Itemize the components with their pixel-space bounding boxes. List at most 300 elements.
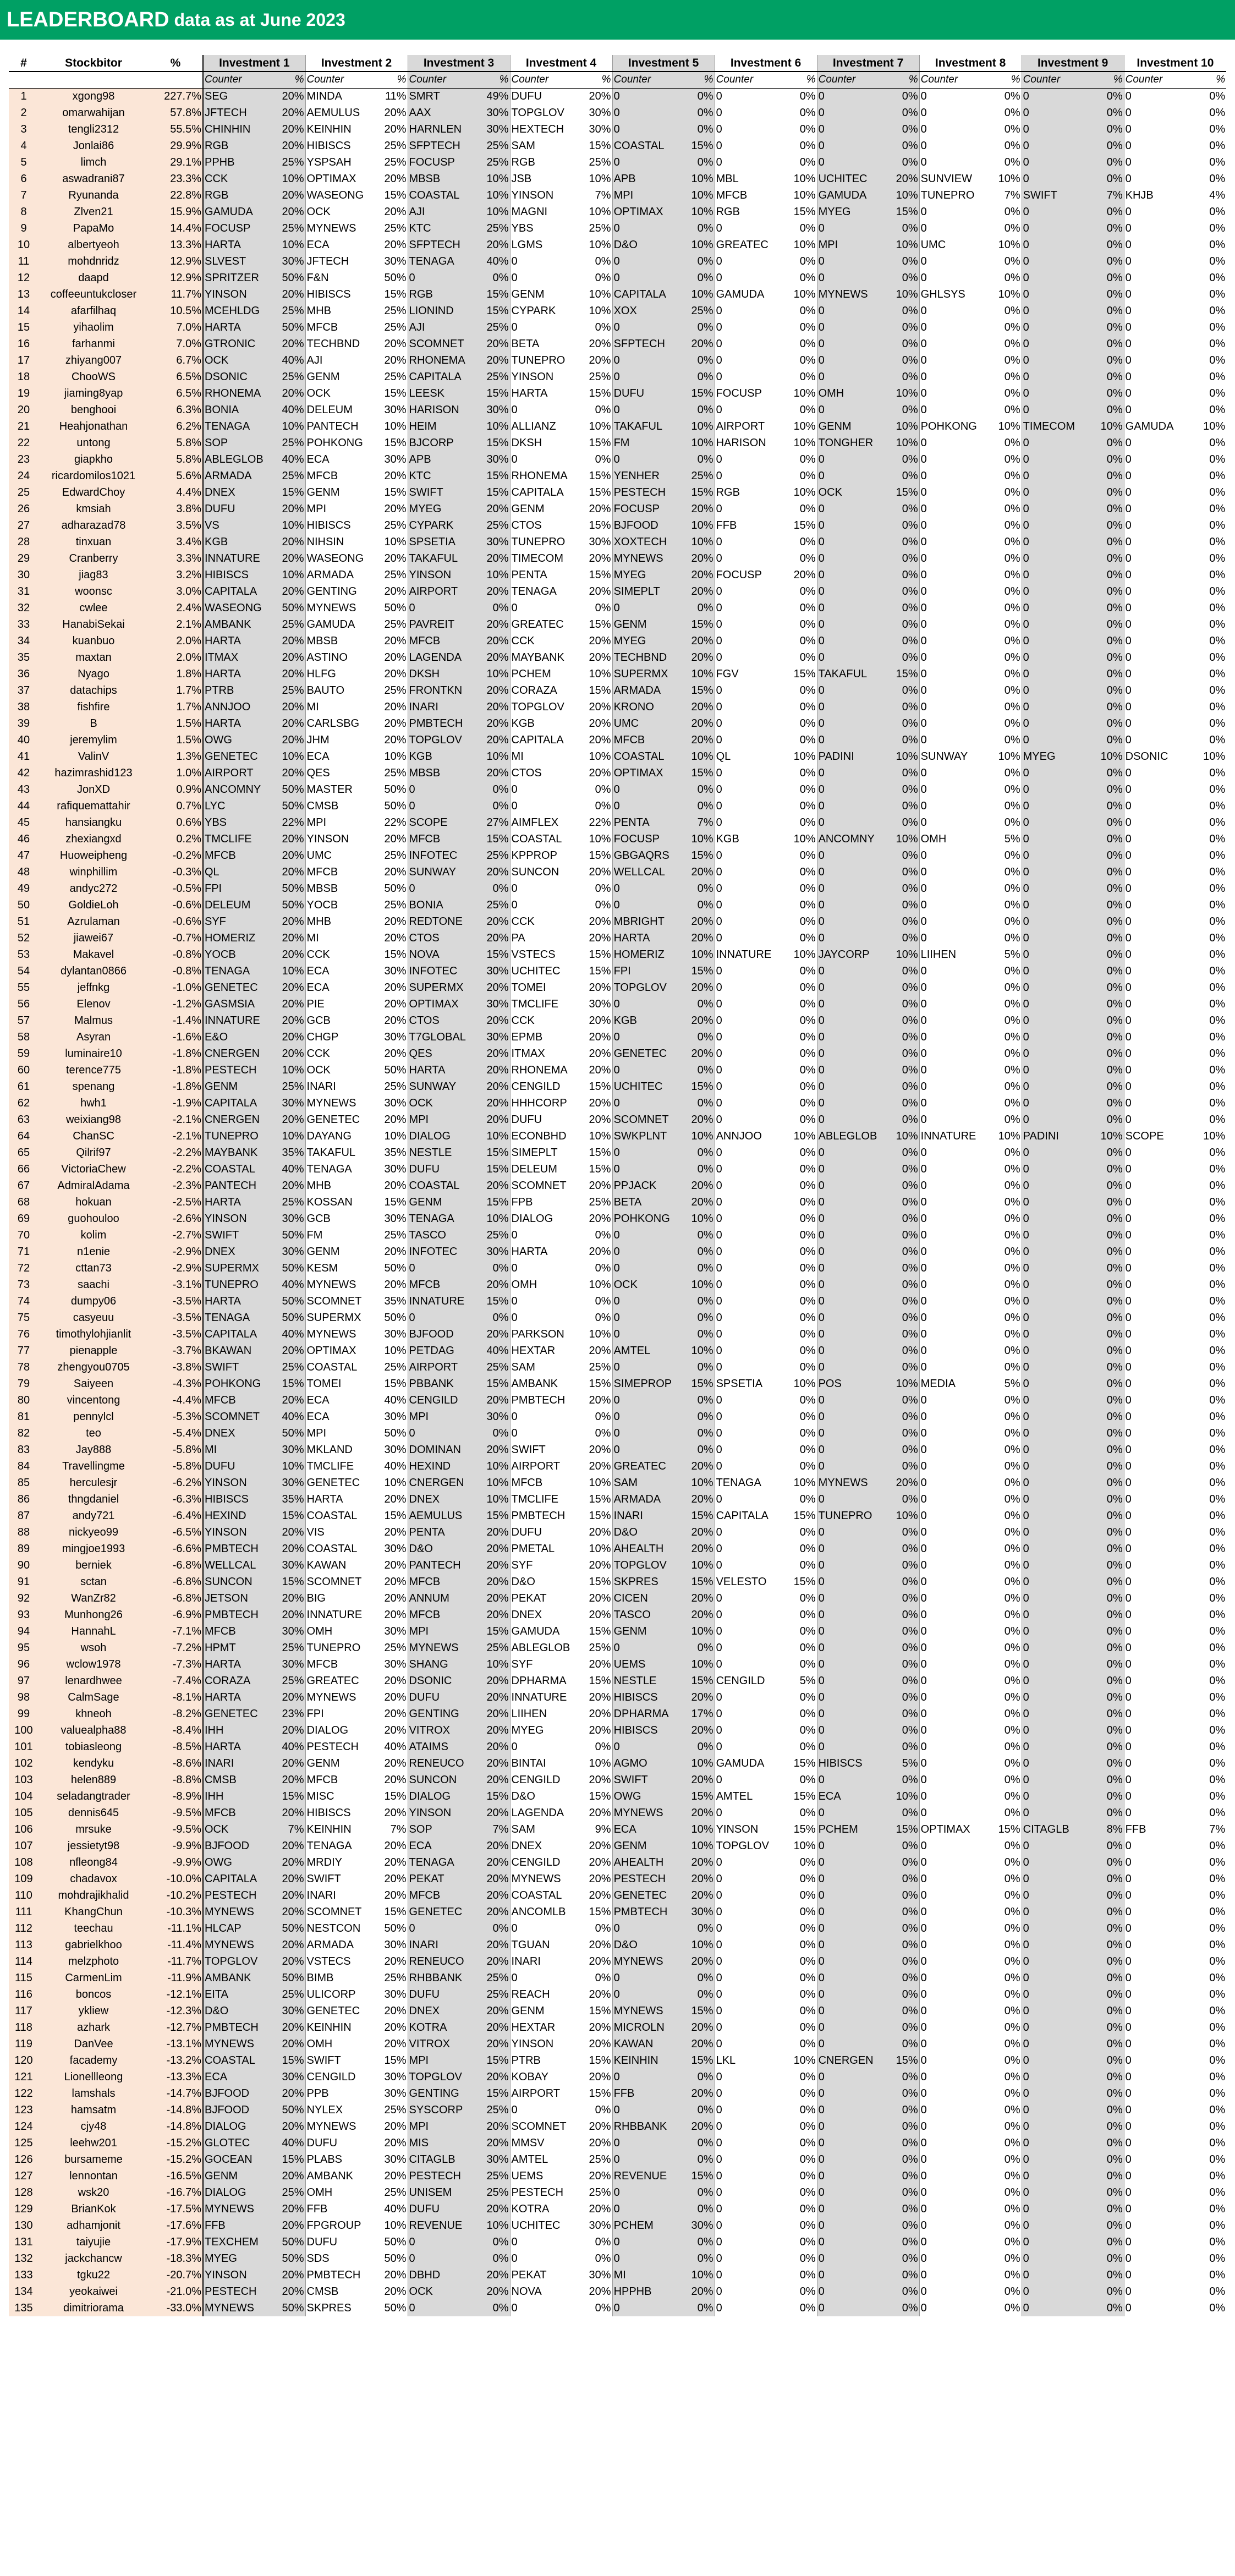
- counter-cell: 0: [1022, 1078, 1089, 1095]
- stockbitor-cell: benghooi: [39, 402, 149, 418]
- alloc-cell: 0%: [884, 2283, 919, 2300]
- counter-cell: 0: [1124, 1177, 1191, 1194]
- counter-cell: DNEX: [203, 1243, 270, 1260]
- alloc-cell: 30%: [270, 1095, 305, 1111]
- counter-cell: F&N: [305, 270, 372, 286]
- alloc-cell: 10%: [475, 204, 510, 220]
- alloc-cell: 0%: [1191, 550, 1226, 567]
- counter-cell: ECA: [817, 1788, 884, 1805]
- alloc-cell: 15%: [372, 385, 408, 402]
- alloc-cell: 0%: [1089, 2250, 1124, 2267]
- counter-cell: GENETEC: [203, 748, 270, 765]
- alloc-cell: 20%: [270, 930, 305, 946]
- alloc-cell: 0%: [884, 1442, 919, 1458]
- alloc-cell: 20%: [475, 715, 510, 732]
- rank-cell: 46: [9, 831, 39, 847]
- counter-cell: GAMUDA: [1124, 418, 1191, 435]
- alloc-cell: 0%: [782, 1425, 817, 1442]
- counter-cell: 0: [919, 2135, 986, 2151]
- counter-cell: 0: [919, 1805, 986, 1821]
- counter-cell: 0: [1124, 1442, 1191, 1458]
- counter-cell: 0: [612, 88, 679, 105]
- alloc-cell: 20%: [270, 831, 305, 847]
- alloc-cell: 0%: [986, 2184, 1022, 2201]
- counter-cell: MPI: [408, 1408, 475, 1425]
- alloc-cell: 20%: [372, 501, 408, 517]
- counter-cell: 0: [817, 1177, 884, 1194]
- alloc-cell: 0%: [679, 2201, 715, 2217]
- counter-cell: 0: [919, 699, 986, 715]
- alloc-cell: 20%: [577, 2118, 612, 2135]
- alloc-cell: 0%: [782, 1045, 817, 1062]
- counter-cell: 0: [612, 2069, 679, 2085]
- table-row: [9, 963, 1226, 979]
- alloc-cell: 20%: [475, 864, 510, 880]
- alloc-cell: 20%: [679, 2019, 715, 2036]
- alloc-cell: 20%: [475, 1590, 510, 1607]
- counter-cell: 0: [1022, 517, 1089, 534]
- alloc-cell: 15%: [270, 2052, 305, 2069]
- alloc-cell: 20%: [577, 550, 612, 567]
- alloc-cell: 30%: [475, 121, 510, 138]
- counter-cell: 0: [919, 864, 986, 880]
- alloc-cell: 0%: [1191, 1342, 1226, 1359]
- alloc-cell: 20%: [372, 1755, 408, 1772]
- alloc-cell: 25%: [475, 2184, 510, 2201]
- counter-cell: 0: [1124, 1012, 1191, 1029]
- alloc-cell: 20%: [577, 1838, 612, 1854]
- return-cell: 6.5%: [149, 369, 203, 385]
- alloc-cell: 0%: [1191, 253, 1226, 270]
- alloc-cell: 0%: [679, 2102, 715, 2118]
- counter-cell: ULICORP: [305, 1986, 372, 2003]
- rank-cell: 47: [9, 847, 39, 864]
- alloc-cell: 0%: [986, 2201, 1022, 2217]
- counter-cell: 0: [817, 1607, 884, 1623]
- counter-cell: 0: [817, 2102, 884, 2118]
- counter-cell: COASTAL: [305, 1359, 372, 1375]
- counter-cell: MYNEWS: [305, 600, 372, 616]
- counter-cell: HEXTECH: [510, 121, 577, 138]
- counter-cell: 0: [1124, 1276, 1191, 1293]
- alloc-cell: 0%: [1089, 237, 1124, 253]
- alloc-cell: 0%: [1191, 1607, 1226, 1623]
- alloc-cell: 0%: [1191, 154, 1226, 171]
- counter-cell: AEMULUS: [408, 1508, 475, 1524]
- counter-cell: 0: [1022, 2300, 1089, 2316]
- alloc-cell: 0%: [577, 1293, 612, 1309]
- alloc-cell: 0%: [1191, 319, 1226, 336]
- alloc-cell: 0%: [1089, 1458, 1124, 1475]
- counter-cell: DSONIC: [1124, 748, 1191, 765]
- table-row: [9, 2036, 1226, 2052]
- counter-cell: INNATURE: [305, 1607, 372, 1623]
- alloc-cell: 4%: [1191, 187, 1226, 204]
- alloc-cell: 20%: [372, 633, 408, 649]
- alloc-cell: 10%: [679, 435, 715, 451]
- counter-cell: AJI: [408, 204, 475, 220]
- alloc-cell: 10%: [577, 418, 612, 435]
- counter-cell: MFCB: [408, 633, 475, 649]
- counter-cell: 0: [715, 963, 782, 979]
- alloc-cell: 10%: [577, 1326, 612, 1342]
- alloc-cell: 0%: [986, 1607, 1022, 1623]
- counter-cell: HARTA: [408, 1062, 475, 1078]
- counter-cell: 0: [1124, 1210, 1191, 1227]
- counter-cell: CAPITALA: [510, 732, 577, 748]
- alloc-cell: 25%: [372, 1970, 408, 1986]
- counter-cell: 0: [1124, 352, 1191, 369]
- counter-cell: AMBANK: [510, 1375, 577, 1392]
- return-cell: -1.2%: [149, 996, 203, 1012]
- table-row: [9, 1854, 1226, 1871]
- counter-cell: SPSETIA: [715, 1375, 782, 1392]
- stockbitor-cell: CalmSage: [39, 1689, 149, 1706]
- rank-cell: 29: [9, 550, 39, 567]
- alloc-cell: 0%: [1191, 2234, 1226, 2250]
- alloc-cell: 0%: [986, 732, 1022, 748]
- counter-cell: YOCB: [305, 897, 372, 913]
- counter-cell: 0: [1124, 1260, 1191, 1276]
- counter-cell: OPTIMAX: [305, 1342, 372, 1359]
- alloc-cell: 0%: [1191, 732, 1226, 748]
- alloc-cell: 0%: [782, 1210, 817, 1227]
- counter-cell: 0: [1124, 1623, 1191, 1640]
- stockbitor-cell: n1enie: [39, 1243, 149, 1260]
- alloc-cell: 0%: [986, 105, 1022, 121]
- counter-cell: KGB: [612, 1012, 679, 1029]
- alloc-cell: 20%: [372, 864, 408, 880]
- alloc-cell: 0%: [986, 121, 1022, 138]
- counter-cell: WELLCAL: [203, 1557, 270, 1574]
- alloc-cell: 15%: [679, 1673, 715, 1689]
- alloc-cell: 0%: [1089, 303, 1124, 319]
- counter-cell: 0: [1124, 1590, 1191, 1607]
- return-cell: 55.5%: [149, 121, 203, 138]
- return-cell: 3.3%: [149, 550, 203, 567]
- alloc-cell: 20%: [270, 1887, 305, 1904]
- counter-cell: CNERGEN: [817, 2052, 884, 2069]
- stockbitor-cell: taiyujie: [39, 2234, 149, 2250]
- stockbitor-cell: HanabiSekai: [39, 616, 149, 633]
- counter-cell: UCHITEC: [510, 2217, 577, 2234]
- counter-cell: 0: [817, 517, 884, 534]
- alloc-cell: 0%: [577, 600, 612, 616]
- table-row: [9, 286, 1226, 303]
- counter-cell: MYEG: [408, 501, 475, 517]
- alloc-cell: 0%: [986, 2069, 1022, 2085]
- alloc-cell: 10%: [679, 171, 715, 187]
- counter-cell: 0: [1124, 1838, 1191, 1854]
- alloc-cell: 0%: [884, 1260, 919, 1276]
- counter-cell: 0: [1124, 1161, 1191, 1177]
- counter-cell: 0: [919, 336, 986, 352]
- alloc-cell: 15%: [782, 1821, 817, 1838]
- counter-cell: MFCB: [408, 1607, 475, 1623]
- stockbitor-cell: jiag83: [39, 567, 149, 583]
- alloc-cell: 0%: [1089, 1045, 1124, 1062]
- alloc-cell: 25%: [372, 517, 408, 534]
- alloc-cell: 15%: [270, 1375, 305, 1392]
- alloc-cell: 20%: [270, 1045, 305, 1062]
- alloc-cell: 20%: [475, 2201, 510, 2217]
- counter-cell: DELEUM: [305, 402, 372, 418]
- subheader-counter: Counter: [1124, 72, 1191, 88]
- counter-cell: 0: [1022, 2151, 1089, 2168]
- rank-cell: 41: [9, 748, 39, 765]
- alloc-cell: 20%: [372, 1953, 408, 1970]
- alloc-cell: 0%: [1191, 352, 1226, 369]
- alloc-cell: 0%: [884, 2151, 919, 2168]
- alloc-cell: 5%: [782, 1673, 817, 1689]
- stockbitor-cell: limch: [39, 154, 149, 171]
- counter-cell: MFCB: [305, 468, 372, 484]
- alloc-cell: 20%: [577, 1029, 612, 1045]
- counter-cell: 0: [1022, 1986, 1089, 2003]
- counter-cell: HARTA: [612, 930, 679, 946]
- alloc-cell: 0%: [1089, 1706, 1124, 1722]
- counter-cell: DIALOG: [203, 2184, 270, 2201]
- counter-cell: HIBISCS: [305, 1805, 372, 1821]
- return-cell: -13.2%: [149, 2052, 203, 2069]
- counter-cell: 0: [1124, 1656, 1191, 1673]
- table-row: [9, 765, 1226, 781]
- stockbitor-cell: nfleong84: [39, 1854, 149, 1871]
- return-cell: -2.7%: [149, 1227, 203, 1243]
- counter-cell: 0: [715, 1177, 782, 1194]
- counter-cell: FPB: [510, 1194, 577, 1210]
- counter-cell: 0: [919, 204, 986, 220]
- counter-cell: 0: [1124, 1953, 1191, 1970]
- counter-cell: 0: [1124, 666, 1191, 682]
- counter-cell: 0: [1022, 897, 1089, 913]
- alloc-cell: 25%: [475, 847, 510, 864]
- alloc-cell: 0%: [1089, 1937, 1124, 1953]
- alloc-cell: 0%: [1089, 699, 1124, 715]
- alloc-cell: 0%: [782, 1062, 817, 1078]
- table-row: [9, 2085, 1226, 2102]
- counter-cell: INFOTEC: [408, 847, 475, 864]
- counter-cell: SYF: [510, 1557, 577, 1574]
- rank-cell: 90: [9, 1557, 39, 1574]
- counter-cell: 0: [919, 2300, 986, 2316]
- alloc-cell: 0%: [1191, 2250, 1226, 2267]
- alloc-cell: 20%: [475, 2069, 510, 2085]
- stockbitor-cell: datachips: [39, 682, 149, 699]
- alloc-cell: 0%: [782, 1293, 817, 1309]
- counter-cell: 0: [715, 765, 782, 781]
- rank-cell: 134: [9, 2283, 39, 2300]
- counter-cell: SUNCON: [203, 1574, 270, 1590]
- alloc-cell: 20%: [270, 649, 305, 666]
- counter-cell: TAKAFUL: [612, 418, 679, 435]
- counter-cell: CARLSBG: [305, 715, 372, 732]
- counter-cell: 0: [817, 1871, 884, 1887]
- table-row: [9, 1095, 1226, 1111]
- alloc-cell: 0%: [475, 1920, 510, 1937]
- alloc-cell: 20%: [372, 204, 408, 220]
- counter-cell: 0: [817, 270, 884, 286]
- rank-cell: 126: [9, 2151, 39, 2168]
- counter-cell: DNEX: [203, 484, 270, 501]
- alloc-cell: 30%: [372, 2069, 408, 2085]
- counter-cell: SYF: [510, 1656, 577, 1673]
- counter-cell: 0: [817, 1045, 884, 1062]
- counter-cell: 0: [1124, 1871, 1191, 1887]
- alloc-cell: 0%: [679, 2069, 715, 2085]
- alloc-cell: 0%: [1089, 2019, 1124, 2036]
- counter-cell: 0: [1022, 286, 1089, 303]
- counter-cell: 0: [715, 154, 782, 171]
- counter-cell: DUFU: [408, 1689, 475, 1706]
- alloc-cell: 0%: [1089, 2003, 1124, 2019]
- counter-cell: 0: [715, 1739, 782, 1755]
- counter-cell: 0: [817, 336, 884, 352]
- stockbitor-cell: Elenov: [39, 996, 149, 1012]
- table-row: [9, 946, 1226, 963]
- counter-cell: 0: [715, 1012, 782, 1029]
- counter-cell: 0: [919, 2003, 986, 2019]
- alloc-cell: 10%: [679, 1937, 715, 1953]
- alloc-cell: 20%: [270, 385, 305, 402]
- counter-cell: 0: [715, 913, 782, 930]
- alloc-cell: 0%: [884, 1177, 919, 1194]
- alloc-cell: 25%: [270, 1194, 305, 1210]
- counter-cell: 0: [919, 1953, 986, 1970]
- counter-cell: 0: [817, 1144, 884, 1161]
- alloc-cell: 20%: [475, 1755, 510, 1772]
- rank-cell: 98: [9, 1689, 39, 1706]
- alloc-cell: 0%: [986, 1673, 1022, 1689]
- alloc-cell: 20%: [679, 1012, 715, 1029]
- alloc-cell: 20%: [270, 2036, 305, 2052]
- counter-cell: 0: [1124, 1029, 1191, 1045]
- counter-cell: 0: [1124, 2168, 1191, 2184]
- counter-cell: 0: [715, 1524, 782, 1541]
- counter-cell: COASTAL: [203, 2052, 270, 2069]
- alloc-cell: 0%: [986, 633, 1022, 649]
- counter-cell: 0: [1022, 1887, 1089, 1904]
- alloc-cell: 0%: [986, 369, 1022, 385]
- counter-cell: MYNEWS: [203, 1937, 270, 1953]
- alloc-cell: 20%: [372, 1177, 408, 1194]
- counter-cell: SYF: [203, 913, 270, 930]
- counter-cell: WASEONG: [305, 550, 372, 567]
- counter-cell: NOVA: [408, 946, 475, 963]
- alloc-cell: 20%: [270, 633, 305, 649]
- alloc-cell: 0%: [1191, 1309, 1226, 1326]
- alloc-cell: 0%: [1089, 715, 1124, 732]
- alloc-cell: 0%: [475, 1309, 510, 1326]
- counter-cell: 0: [817, 1854, 884, 1871]
- table-row: [9, 468, 1226, 484]
- column-header-investment-4: Investment 4: [510, 55, 612, 72]
- counter-cell: 0: [817, 2003, 884, 2019]
- alloc-cell: 0%: [782, 2135, 817, 2151]
- counter-cell: 0: [919, 1342, 986, 1359]
- counter-cell: PADINI: [1022, 1128, 1089, 1144]
- column-header-investment-1: Investment 1: [203, 55, 305, 72]
- counter-cell: DPHARMA: [612, 1706, 679, 1722]
- counter-cell: 0: [715, 996, 782, 1012]
- alloc-cell: 0%: [679, 1986, 715, 2003]
- alloc-cell: 0%: [1089, 1590, 1124, 1607]
- counter-cell: TUNEPRO: [817, 1508, 884, 1524]
- counter-cell: 0: [919, 2102, 986, 2118]
- alloc-cell: 0%: [986, 1078, 1022, 1095]
- alloc-cell: 0%: [782, 1276, 817, 1293]
- counter-cell: 0: [1124, 303, 1191, 319]
- return-cell: 11.7%: [149, 286, 203, 303]
- counter-cell: MICROLN: [612, 2019, 679, 2036]
- alloc-cell: 0%: [1089, 1805, 1124, 1821]
- counter-cell: YINSON: [203, 286, 270, 303]
- stockbitor-cell: rafiquemattahir: [39, 798, 149, 814]
- table-row: [9, 1722, 1226, 1739]
- alloc-cell: 20%: [270, 996, 305, 1012]
- alloc-cell: 25%: [475, 1986, 510, 2003]
- counter-cell: 0: [817, 1986, 884, 2003]
- counter-cell: VS: [203, 517, 270, 534]
- rank-cell: 129: [9, 2201, 39, 2217]
- counter-cell: DUFU: [305, 2234, 372, 2250]
- alloc-cell: 25%: [475, 2168, 510, 2184]
- alloc-cell: 10%: [782, 418, 817, 435]
- counter-cell: AHEALTH: [612, 1541, 679, 1557]
- alloc-cell: 20%: [475, 1772, 510, 1788]
- counter-cell: 0: [1124, 2184, 1191, 2201]
- counter-cell: 0: [817, 501, 884, 517]
- counter-cell: 0: [1022, 171, 1089, 187]
- counter-cell: 0: [715, 303, 782, 319]
- stockbitor-cell: dimitriorama: [39, 2300, 149, 2316]
- stockbitor-cell: ricardomilos1021: [39, 468, 149, 484]
- alloc-cell: 20%: [270, 286, 305, 303]
- alloc-cell: 15%: [475, 1623, 510, 1640]
- rank-cell: 93: [9, 1607, 39, 1623]
- counter-cell: 0: [1124, 781, 1191, 798]
- alloc-cell: 0%: [1191, 402, 1226, 418]
- alloc-cell: 20%: [475, 501, 510, 517]
- counter-cell: 0: [715, 534, 782, 550]
- counter-cell: 0: [817, 616, 884, 633]
- counter-cell: TOPGLOV: [715, 1838, 782, 1854]
- counter-cell: OPTIMAX: [305, 171, 372, 187]
- rank-cell: 14: [9, 303, 39, 319]
- stockbitor-cell: ChanSC: [39, 1128, 149, 1144]
- alloc-cell: 0%: [1089, 1854, 1124, 1871]
- counter-cell: 0: [919, 1062, 986, 1078]
- alloc-cell: 0%: [986, 270, 1022, 286]
- alloc-cell: 0%: [1089, 435, 1124, 451]
- stockbitor-cell: yeokaiwei: [39, 2283, 149, 2300]
- alloc-cell: 0%: [577, 2102, 612, 2118]
- counter-cell: 0: [1124, 847, 1191, 864]
- counter-cell: 0: [715, 1623, 782, 1640]
- rank-cell: 5: [9, 154, 39, 171]
- alloc-cell: 0%: [1191, 1458, 1226, 1475]
- counter-cell: 0: [715, 2201, 782, 2217]
- alloc-cell: 0%: [782, 1656, 817, 1673]
- counter-cell: ITMAX: [510, 1045, 577, 1062]
- stockbitor-cell: boncos: [39, 1986, 149, 2003]
- alloc-cell: 10%: [475, 2217, 510, 2234]
- stockbitor-cell: vincentong: [39, 1392, 149, 1408]
- counter-cell: 0: [715, 2151, 782, 2168]
- counter-cell: 0: [919, 1739, 986, 1755]
- alloc-cell: 0%: [782, 501, 817, 517]
- alloc-cell: 0%: [679, 1029, 715, 1045]
